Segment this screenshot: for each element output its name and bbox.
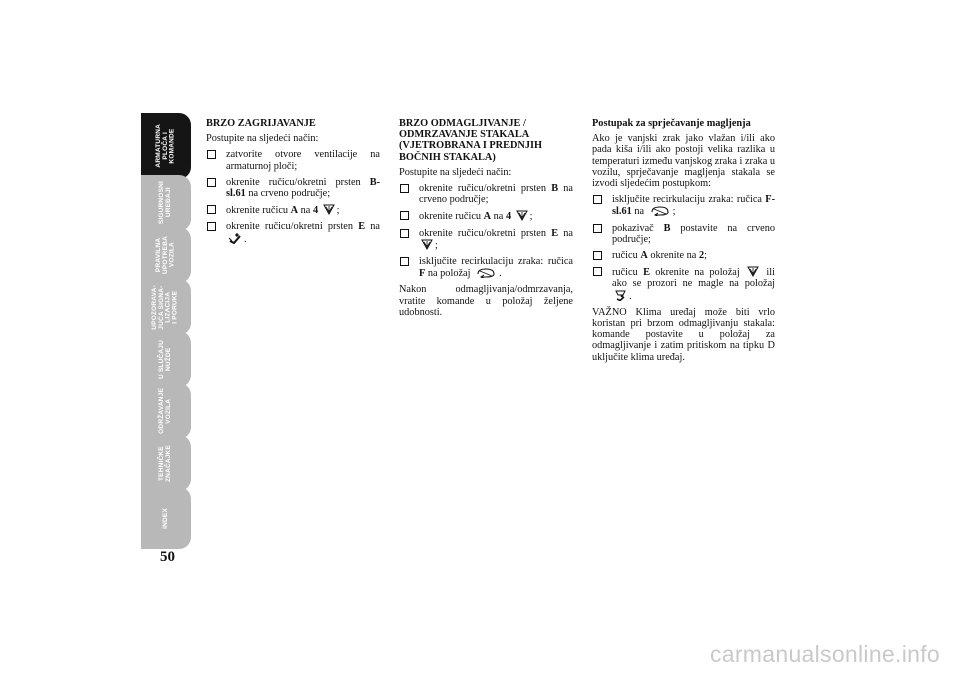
section-quick-heating: [206, 118, 380, 250]
tab-label: ODRŽAVANJE VOZILA: [158, 388, 172, 434]
section-outro: Nakon odmagljivanja/odmrzavanja, vratite komande u položaj željene udobnosti.: [399, 284, 573, 318]
page-number: 50: [160, 549, 175, 565]
tab-maintenance[interactable]: [141, 383, 191, 439]
step-item: okrenite ručicu/okretni prsten B-sl.61 na crveno područje;: [206, 177, 380, 199]
step-item: pokazivač B postavite na crveno područje;: [592, 223, 775, 245]
tab-warnings[interactable]: [141, 279, 191, 335]
tab-technical-specs[interactable]: [141, 435, 191, 491]
bullet-box-icon: [400, 229, 409, 238]
step-item: okrenite ručicu/okretni prsten E na ;: [399, 228, 573, 251]
defrost-fan-icon: [323, 204, 335, 215]
bullet-box-icon: [593, 195, 602, 204]
section-intro: Ako je vanjski zrak jako vlažan i/ili ako pada kiša i/ili ako postoji velika razlika u temperaturi između vanjskog zraka i zraka u vozilu, sprječavanje magljenja stakala se izvodi sljedećim postupkom:: [592, 133, 775, 190]
step-item: okrenite ručicu A na 4 ;: [399, 210, 573, 222]
important-note: VAŽNO Klima uređaj može biti vrlo koristan pri brzom odmagljivanju stakala: komande postavite u položaj za odmagljivanje i zatim pritiskom na tipku D uključite klima uređaj.: [592, 306, 775, 363]
watermark: carmanualsonline.info: [709, 641, 940, 667]
bullet-box-icon: [207, 178, 216, 187]
step-item: isključite recirkulaciju zraka: ručica F-sl.61 na ;: [592, 194, 775, 217]
step-list: [399, 183, 573, 279]
bullet-box-icon: [207, 222, 216, 231]
bullet-box-icon: [207, 205, 216, 214]
tab-label: TEHNIČKE ZNAČAJKE: [158, 444, 172, 482]
bullet-box-icon: [593, 267, 602, 276]
tab-label: UPOZORAVA- JUĆA SIGNA- LIZACIJA I PORUKE: [151, 284, 179, 330]
tab-emergency[interactable]: [141, 331, 191, 387]
tab-correct-use[interactable]: [141, 227, 191, 283]
chapter-tabs: [141, 113, 195, 549]
section-intro: Postupite na sljedeći način:: [206, 133, 319, 145]
step-item: ručicu A okrenite na 2;: [592, 250, 775, 261]
feet-vent-icon: [228, 233, 242, 244]
recirculation-off-icon: [475, 267, 497, 278]
step-item: zatvorite otvore ventilacije na armaturnoj ploči;: [206, 149, 380, 171]
section-quick-defog: [399, 118, 573, 323]
bullet-box-icon: [400, 211, 409, 220]
step-item: ručicu E okrenite na položaj ili ako se prozori ne magle na položaj .: [592, 266, 775, 302]
step-item: okrenite ručicu/okretni prsten B na crveno područje;: [399, 183, 573, 205]
defrost-fan-icon: [516, 210, 528, 221]
tab-instrument-panel[interactable]: [141, 113, 191, 179]
tab-label: ARMATURNA PLOČA I KOMANDE: [154, 124, 176, 168]
tab-index[interactable]: [141, 487, 191, 549]
step-item: okrenite ručicu A na 4 ;: [206, 204, 380, 216]
bullet-box-icon: [593, 251, 602, 260]
tab-safety-devices[interactable]: [141, 175, 191, 231]
section-heading: BRZO ZAGRIJAVANJE: [206, 118, 316, 129]
tab-label: U SLUČAJU NUŽDE: [158, 339, 172, 379]
section-heading: BRZO ODMAGLJIVANJE / ODMRZAVANJE STAKALA (VJETROBRANA I PREDNJIH BOČNIH STAKALA): [399, 118, 543, 163]
step-list: [592, 194, 775, 302]
tab-label: PRAVILNA UPOTREBA VOZILA: [154, 235, 176, 275]
tab-label: INDEX: [161, 507, 169, 529]
defrost-fan-icon: [747, 266, 759, 277]
defrost-fan-icon: [421, 239, 433, 250]
step-item: okrenite ručicu/okretni prsten E na .: [206, 221, 380, 244]
recirculation-off-icon: [649, 205, 671, 216]
step-list: [206, 149, 380, 244]
bullet-box-icon: [207, 150, 216, 159]
section-intro: Postupite na sljedeći način:: [399, 166, 512, 178]
section-antifog: [592, 118, 775, 368]
section-heading: Postupak za sprječavanje magljenja: [592, 118, 751, 129]
bullet-box-icon: [593, 224, 602, 233]
bullet-box-icon: [400, 184, 409, 193]
bullet-box-icon: [400, 257, 409, 266]
step-item: isključite recirkulaciju zraka: ručica F na položaj .: [399, 256, 573, 279]
tab-label: SIGURNOSNI UREĐAJI: [158, 181, 172, 225]
feet-windshield-icon: [614, 290, 627, 301]
